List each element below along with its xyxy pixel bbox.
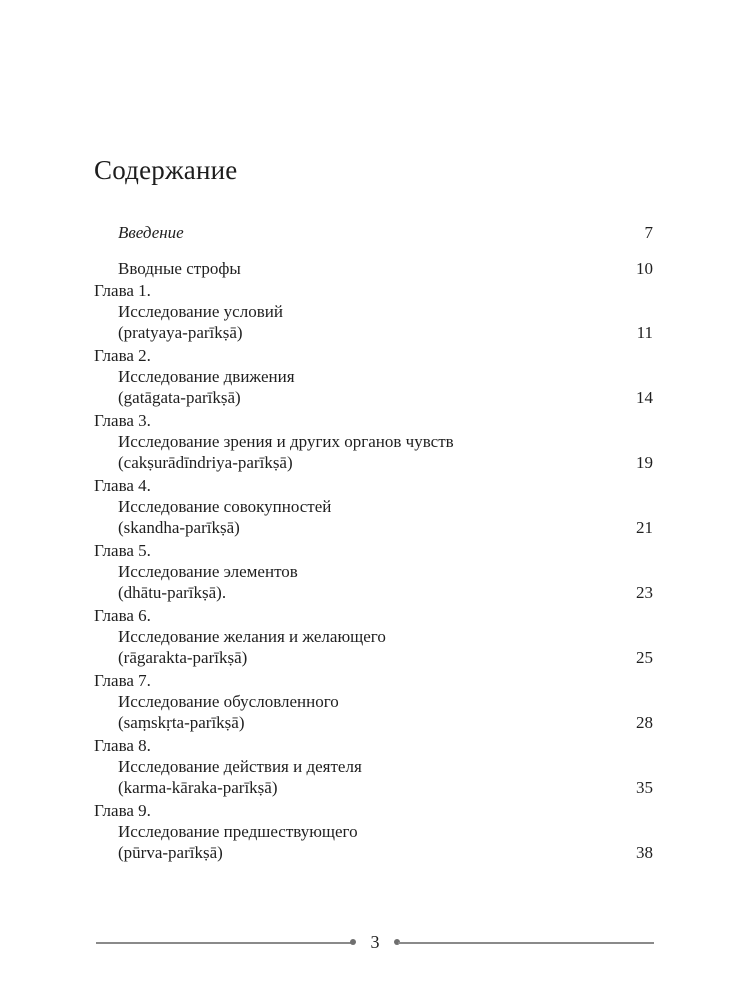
chapter-sanskrit: (gatāgata-parīkṣā) (118, 388, 241, 407)
chapter-title: Исследование совокупностей (118, 497, 332, 516)
chapter-page: 21 (636, 518, 653, 537)
chapter-heading: Глава 6. (94, 606, 151, 625)
chapter-title: Исследование элементов (118, 562, 298, 581)
toc-verses-label: Вводные строфы (118, 259, 241, 278)
chapter-sanskrit: (skandha-parīkṣā) (118, 518, 240, 537)
chapter-title: Исследование предшествующего (118, 822, 358, 841)
page-title: Содержание (94, 155, 238, 185)
chapter-page: 19 (636, 453, 653, 472)
chapter-title: Исследование зрения и других органов чувств (118, 432, 454, 451)
chapter-sanskrit: (karma-kāraka-parīkṣā) (118, 778, 278, 797)
chapter-page: 38 (636, 843, 653, 862)
chapter-title: Исследование движения (118, 367, 295, 386)
toc-intro-label: Введение (118, 223, 184, 242)
chapter-heading: Глава 7. (94, 671, 151, 690)
chapter-sanskrit: (cakṣurādīndriya-parīkṣā) (118, 453, 293, 472)
chapter-heading: Глава 3. (94, 411, 151, 430)
footer-rule-right (398, 942, 654, 944)
chapter-sanskrit: (dhātu-parīkṣā). (118, 583, 227, 602)
chapter-title: Исследование обусловленного (118, 692, 339, 711)
chapter-heading: Глава 4. (94, 476, 151, 495)
chapter-page: 11 (636, 323, 653, 342)
chapter-sanskrit: (pūrva-parīkṣā) (118, 843, 223, 862)
chapter-heading: Глава 1. (94, 281, 151, 300)
chapter-heading: Глава 2. (94, 346, 151, 365)
chapter-page: 23 (636, 583, 653, 602)
toc-verses-page: 10 (636, 259, 653, 278)
chapter-heading: Глава 5. (94, 541, 151, 560)
footer-dot-left (350, 939, 356, 945)
chapter-heading: Глава 9. (94, 801, 151, 820)
chapter-title: Исследование условий (118, 302, 283, 321)
chapter-title: Исследование действия и деятеля (118, 757, 362, 776)
chapter-page: 35 (636, 778, 653, 797)
page-number: 3 (370, 932, 380, 952)
chapter-page: 25 (636, 648, 653, 667)
chapter-page: 28 (636, 713, 653, 732)
chapter-sanskrit: (saṃskṛta-parīkṣā) (118, 713, 245, 732)
toc-intro-page: 7 (644, 223, 653, 242)
chapter-sanskrit: (rāgarakta-parīkṣā) (118, 648, 248, 667)
chapter-sanskrit: (pratyaya-parīkṣā) (118, 323, 243, 342)
chapter-title: Исследование желания и желающего (118, 627, 386, 646)
chapter-page: 14 (636, 388, 653, 407)
chapter-heading: Глава 8. (94, 736, 151, 755)
footer-rule-left (96, 942, 352, 944)
